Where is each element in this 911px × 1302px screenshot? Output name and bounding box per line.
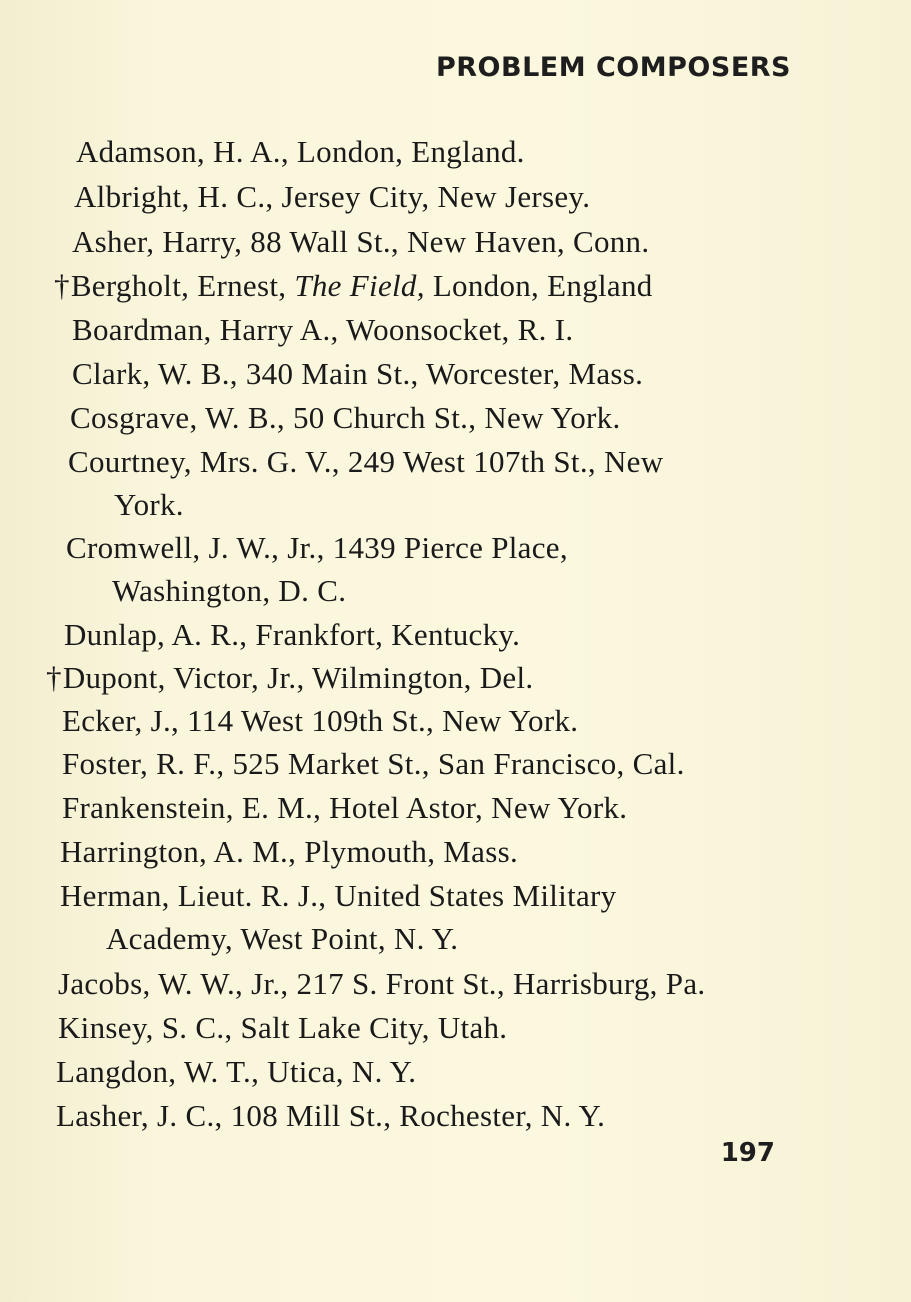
list-item	[56, 1050, 416, 1093]
list-item	[68, 440, 663, 526]
entry-text: Asher, Harry, 88 Wall St., New Haven, Conn.	[72, 224, 650, 259]
list-item	[62, 786, 627, 829]
entry-continuation: Washington, D. C.	[112, 573, 347, 608]
entry-text: Dunlap, A. R., Frankfort, Kentucky.	[64, 617, 521, 652]
entry-text: Herman, Lieut. R. J., United States Military	[60, 878, 617, 913]
entry-continuation: York.	[114, 487, 184, 522]
list-item	[76, 130, 525, 173]
list-item	[72, 220, 649, 263]
deceased-dagger-icon: †	[46, 660, 62, 695]
entry-italic-text: The Field,	[294, 268, 425, 303]
entry-text: Courtney, Mrs. G. V., 249 West 107th St., New	[68, 444, 664, 479]
list-item	[56, 1094, 605, 1137]
list-item	[64, 613, 520, 656]
list-item	[72, 308, 573, 351]
entry-text: Ecker, J., 114 West 109th St., New York.	[62, 703, 579, 738]
entry-text: Lasher, J. C., 108 Mill St., Rochester, N. Y.	[56, 1098, 606, 1133]
list-item	[58, 962, 705, 1005]
entry-text: Kinsey, S. C., Salt Lake City, Utah.	[58, 1010, 508, 1045]
list-item	[62, 699, 578, 742]
deceased-dagger-icon: †	[54, 268, 70, 303]
list-item	[72, 352, 643, 395]
entry-text: Jacobs, W. W., Jr., 217 S. Front St., Harrisburg, Pa.	[58, 966, 706, 1001]
entry-text: Dupont, Victor, Jr., Wilmington, Del.	[62, 660, 534, 695]
entry-text: Cromwell, J. W., Jr., 1439 Pierce Place,	[66, 530, 568, 565]
running-header: PROBLEM COMPOSERS	[435, 52, 791, 83]
list-item	[60, 874, 616, 960]
entry-text: Harrington, A. M., Plymouth, Mass.	[60, 834, 518, 869]
entry-text: Cosgrave, W. B., 50 Church St., New York.	[70, 400, 621, 435]
entry-text: Clark, W. B., 340 Main St., Worcester, Mass.	[72, 356, 644, 391]
entry-text-after: London, England	[424, 268, 653, 303]
entry-text: Frankenstein, E. M., Hotel Astor, New York.	[62, 790, 628, 825]
list-item	[74, 175, 590, 218]
list-item	[70, 396, 621, 439]
entry-text: Albright, H. C., Jersey City, New Jersey.	[74, 179, 591, 214]
list-item	[46, 656, 533, 699]
list-item	[58, 1006, 507, 1049]
page-number: 197	[720, 1138, 775, 1168]
list-item	[60, 830, 518, 873]
entry-continuation: Academy, West Point, N. Y.	[106, 921, 459, 956]
list-item	[54, 264, 653, 307]
entry-text: Adamson, H. A., London, England.	[76, 134, 525, 169]
list-item	[66, 526, 568, 612]
list-item	[62, 742, 685, 785]
entry-text: Langdon, W. T., Utica, N. Y.	[56, 1054, 417, 1089]
entry-text: Boardman, Harry A., Woonsocket, R. I.	[72, 312, 574, 347]
entry-text: Foster, R. F., 525 Market St., San Francisco, Cal.	[62, 746, 685, 781]
entry-text: Bergholt, Ernest,	[70, 268, 295, 303]
